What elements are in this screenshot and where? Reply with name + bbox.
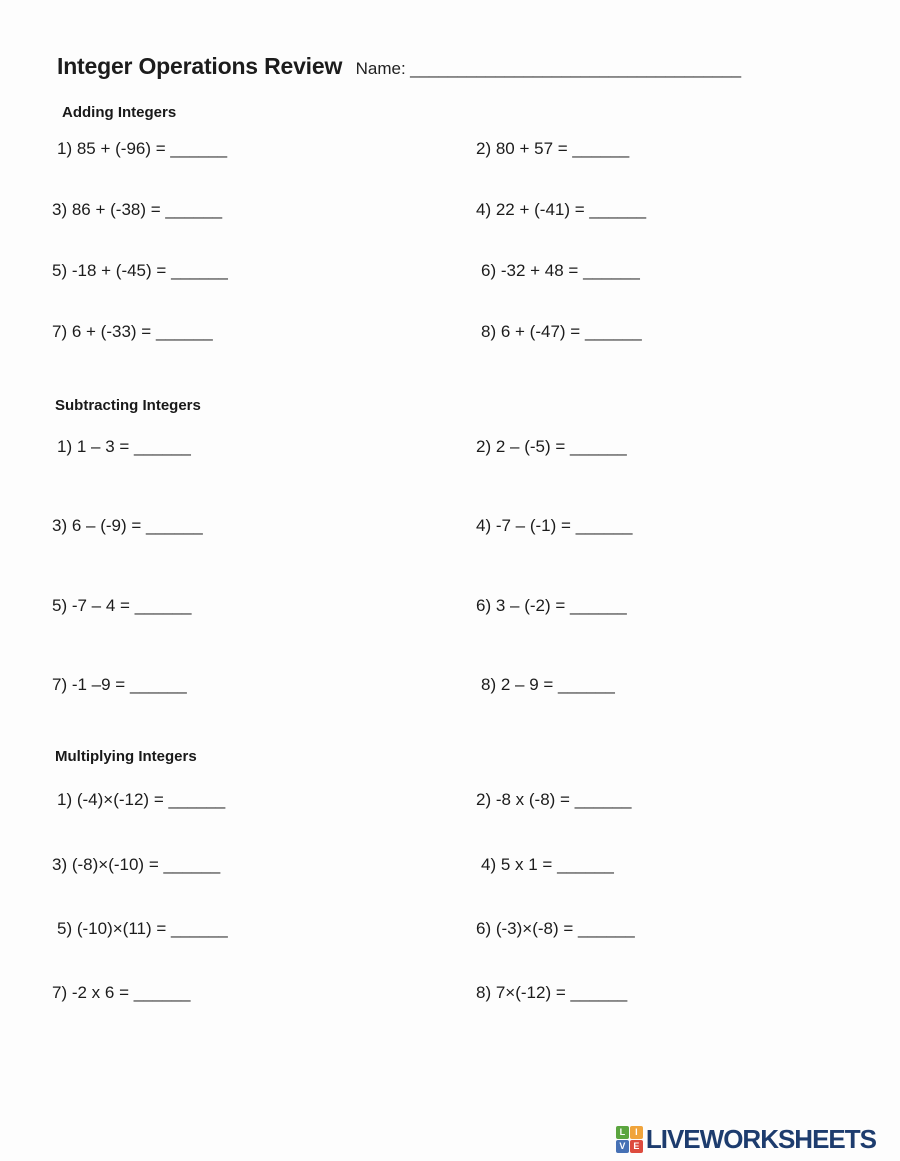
problem-label: 6) 3 – (-2) =: [476, 596, 566, 615]
problem-label: 5) -7 – 4 =: [52, 596, 130, 615]
problem-row: [0, 983, 900, 1005]
problem-label: 8) 2 – 9 =: [481, 675, 554, 694]
section-heading-multiplying: Multiplying Integers: [55, 748, 197, 765]
section-heading-subtracting: Subtracting Integers: [55, 397, 201, 414]
answer-blank[interactable]: ______: [155, 322, 213, 341]
problem-row: [0, 261, 900, 283]
problem: [52, 516, 203, 536]
answer-blank[interactable]: ______: [558, 675, 615, 694]
problem: [481, 675, 615, 695]
problem-label: 7) -2 x 6 =: [52, 983, 130, 1002]
logo-square-1: I: [630, 1126, 643, 1139]
name-input-line[interactable]: ___________________________________: [410, 59, 742, 78]
problem-row: [0, 855, 900, 877]
problem-label: 1) 1 – 3 =: [57, 437, 130, 456]
problem-label: 1) 85 + (-96) =: [57, 139, 166, 158]
problem: [52, 322, 213, 342]
problem: [481, 855, 614, 875]
problem-row: [0, 322, 900, 344]
problem: [476, 200, 646, 220]
problem-label: 2) 80 + 57 =: [476, 139, 568, 158]
problem: [476, 790, 631, 810]
problem: [481, 322, 642, 342]
problem-row: [0, 437, 900, 459]
worksheet-header: [57, 53, 741, 80]
answer-blank[interactable]: ______: [171, 919, 228, 938]
problem: [476, 139, 629, 159]
problem: [476, 516, 632, 536]
section-heading-adding: Adding Integers: [62, 104, 177, 121]
problem: [57, 919, 228, 939]
answer-blank[interactable]: ______: [163, 855, 221, 874]
problem-label: 8) 7×(-12) =: [476, 983, 566, 1002]
problem-label: 4) 22 + (-41) =: [476, 200, 585, 219]
answer-blank[interactable]: ______: [583, 261, 640, 280]
problem-label: 8) 6 + (-47) =: [481, 322, 581, 341]
problem-label: 5) -18 + (-45) =: [52, 261, 167, 280]
problem: [57, 437, 191, 457]
problem: [476, 596, 627, 616]
answer-blank[interactable]: ______: [578, 919, 635, 938]
problem-row: [0, 790, 900, 812]
problem-row: [0, 139, 900, 161]
problem-row: [0, 596, 900, 618]
problem-label: 4) 5 x 1 =: [481, 855, 553, 874]
answer-blank[interactable]: ______: [168, 790, 226, 809]
problem-label: 6) (-3)×(-8) =: [476, 919, 574, 938]
answer-blank[interactable]: ______: [570, 983, 628, 1002]
logo-square-0: L: [616, 1126, 629, 1139]
answer-blank[interactable]: ______: [134, 596, 192, 615]
problem: [57, 790, 225, 810]
answer-blank[interactable]: ______: [133, 983, 191, 1002]
problem-label: 3) 6 – (-9) =: [52, 516, 142, 535]
problem-row: [0, 200, 900, 222]
answer-blank[interactable]: ______: [129, 675, 187, 694]
answer-blank[interactable]: ______: [570, 437, 627, 456]
problem-label: 4) -7 – (-1) =: [476, 516, 571, 535]
answer-blank[interactable]: ______: [165, 200, 223, 219]
answer-blank[interactable]: ______: [557, 855, 614, 874]
problem: [52, 261, 228, 281]
problem-label: 7) -1 –9 =: [52, 675, 126, 694]
brand-text: LIVEWORKSHEETS: [645, 1124, 876, 1154]
problem-label: 7) 6 + (-33) =: [52, 322, 152, 341]
problem: [476, 919, 635, 939]
answer-blank[interactable]: ______: [584, 322, 642, 341]
answer-blank[interactable]: ______: [146, 516, 203, 535]
answer-blank[interactable]: ______: [575, 516, 633, 535]
problem: [52, 596, 191, 616]
problem: [52, 855, 220, 875]
problem-label: 5) (-10)×(11) =: [57, 919, 167, 938]
logo-square-3: E: [630, 1140, 643, 1153]
problem-label: 1) (-4)×(-12) =: [57, 790, 164, 809]
problem-label: 6) -32 + 48 =: [481, 261, 579, 280]
answer-blank[interactable]: ______: [589, 200, 647, 219]
page-title: Integer Operations Review: [57, 53, 343, 79]
answer-blank[interactable]: ______: [171, 261, 228, 280]
logo-square-2: V: [616, 1140, 629, 1153]
name-label: Name:: [355, 59, 406, 78]
answer-blank[interactable]: ______: [572, 139, 630, 158]
problem-label: 3) (-8)×(-10) =: [52, 855, 159, 874]
problem: [476, 983, 627, 1003]
problem: [57, 139, 227, 159]
problem-label: 3) 86 + (-38) =: [52, 200, 161, 219]
problem: [52, 983, 190, 1003]
answer-blank[interactable]: ______: [570, 596, 627, 615]
problem: [476, 437, 627, 457]
problem-row: [0, 675, 900, 697]
problem-label: 2) 2 – (-5) =: [476, 437, 566, 456]
live-grid-icon: [616, 1126, 643, 1153]
answer-blank[interactable]: ______: [134, 437, 191, 456]
problem-label: 2) -8 x (-8) =: [476, 790, 570, 809]
problem: [52, 675, 187, 695]
problem: [52, 200, 222, 220]
answer-blank[interactable]: ______: [574, 790, 632, 809]
problem-row: [0, 919, 900, 941]
problem-row: [0, 516, 900, 538]
liveworksheets-logo[interactable]: [616, 1124, 876, 1155]
answer-blank[interactable]: ______: [170, 139, 228, 158]
problem: [481, 261, 640, 281]
